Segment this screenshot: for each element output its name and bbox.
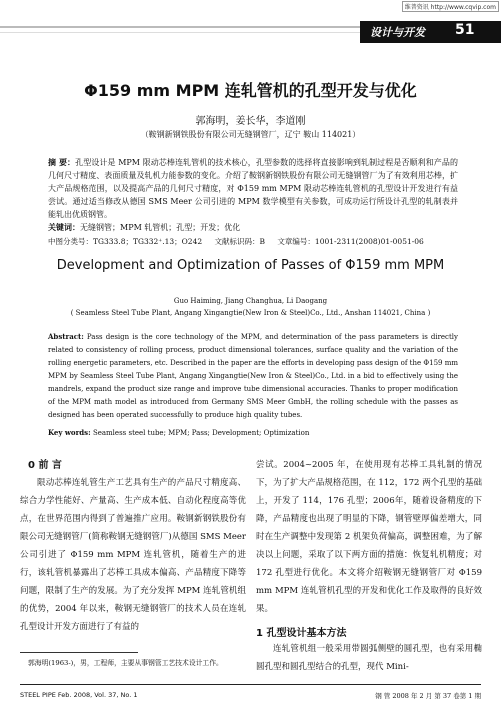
- section-1-heading: 1 孔型设计基本方法: [256, 628, 347, 639]
- paper-title-cn: Φ159 mm MPM 连轧管机的孔型开发与优化: [84, 81, 417, 100]
- paper-title-en: Development and Optimization of Passes of Φ159 mm MPM: [56, 258, 445, 273]
- keywords-en: [48, 428, 468, 437]
- abstract-cn: [48, 156, 458, 221]
- keywords-cn-label: 关键词：: [48, 222, 80, 232]
- authors-en: Guo Haiming, Jiang Changhua, Li Daogang: [173, 297, 328, 305]
- page-number: 51: [455, 22, 475, 38]
- authors-cn: 郭海明，姜长华，李道刚: [195, 116, 306, 127]
- abstract-en: [48, 330, 458, 422]
- footnote-divider: [20, 652, 138, 653]
- keywords-cn-text: 无缝钢管；MPM 轧管机；孔型；开发；优化: [80, 223, 241, 232]
- running-header: [0, 18, 501, 48]
- classification-cn: [48, 236, 468, 247]
- document-code: 文献标识码：B: [214, 237, 266, 246]
- footer-journal-en: STEEL PIPE Feb. 2008, Vol. 37, No. 1: [20, 691, 138, 699]
- article-number: 文章编号：1001-2311(2008)01-0051-06: [277, 237, 424, 246]
- section-0-body: 限动芯棒连轧管生产工艺具有生产的产品尺寸精度高、综合力学性能好、产量高、生产成本低、自动化程度高等优点，在世界范围内得到了普遍推广应用。鞍钢新钢铁股份有限公司无缝钢管厂(简称鞍钢无缝钢管厂)从德国 SMS Meer 公司引进了 Φ159 mm MPM 连轧管机，随着生产的进行，该轧管机暴露出了芯棒工具成本偏高、产品精度下降等问题，限制了生产的发展。为了充分发挥 MPM 连轧管机组的优势，2004 年以来，鞍钢无缝钢管厂的技术人员在连轧孔型设计开发方面进行了有益的: [20, 478, 246, 632]
- clc-number: 中图分类号：TG333.8；TG332⁺.13；O242: [48, 237, 203, 246]
- right-column-body: 尝试。2004~2005 年，在使用现有芯棒工具轧制的情况下，为了扩大产品规格范围，在 112，172 两个孔型的基础上，开发了 114，176 孔型；2006年，随着设备精度的下降，产品精度也出现了明显的下降，钢管壁厚偏差增大，同时在生产调整中发现第 2 机架负荷偏高，调整困难，为了解决以上问题，采取了以下两方面的措施：恢复轧机精度；对 172 孔型进行优化。本文将介绍鞍钢无缝钢管厂对 Φ159 mm MPM 连轧管机孔型的开发和优化工作及取得的良好效果。: [256, 460, 482, 614]
- abstract-en-text: Pass design is the core technology of the MPM, and determination of the pass parameters is directly related to consistency of rolling process, product dimensional tolerances, surface quality and the variation of the rolling energetic parameters, etc. Described in the paper are the efforts in developing pass design of the Φ159 mm MPM by Seamless Steel Tube Plant, Angang Xingangtie(New Iron & Steel)Co., Ltd. in a bid to effectively using the mandrels, expand the product size range and improve tube dimensional accuracies. Thanks to proper modification of the MPM math model as introduced from Germany SMS Meer GmbH, the rolling schedule with the passes as designed has been operated successfully to produce high quality tubes.: [48, 333, 458, 419]
- keywords-en-label: Key words:: [48, 428, 91, 437]
- author-footnote: 郭海明(1963-)，男，工程师，主要从事钢管工艺技术设计工作。: [28, 659, 223, 667]
- affiliation-cn: （鞍钢新钢铁股份有限公司无缝钢管厂，辽宁 鞍山 114021）: [140, 130, 361, 139]
- affiliation-en: ( Seamless Steel Tube Plant, Angang Xingangtie(New Iron & Steel)Co., Ltd., Anshan 114021, China ): [70, 309, 431, 317]
- footer-journal-cn: 钢 管 2008 年 2 月 第 37 卷第 1 期: [375, 692, 481, 700]
- abstract-cn-text: 孔型设计是 MPM 限动芯棒连轧管机的技术核心，孔型参数的选择将直接影响到轧制过程是否顺利和产品的几何尺寸精度、表面质量及轧机力能参数的变化。介绍了鞍钢新钢铁股份有限公司无缝钢管厂为了有效利用芯棒，扩大产品规格范围，以及提高产品的几何尺寸精度，对 Φ159 mm MPM 限动芯棒连轧管机的孔型设计开发进行有益尝试。通过适当修改从德国 SMS Meer 公司引进的 MPM 数学模型有关参数，可成功运行所设计孔型的轧制表并能轧出优质钢管。: [48, 158, 458, 219]
- section-1-body: 连轧管机组一般采用带圆弧侧壁的圆孔型，也有采用椭圆孔型和圆孔型结合的孔型，现代 Mini-: [256, 644, 482, 672]
- section-0-heading: 0 前 言: [28, 460, 62, 471]
- keywords-en-text: Seamless steel tube; MPM; Pass; Development; Optimization: [92, 429, 310, 437]
- keywords-cn: [48, 222, 468, 233]
- section-name: 设计与开发: [370, 26, 425, 39]
- footer-divider: [20, 684, 481, 685]
- abstract-cn-label: 摘 要：: [48, 157, 76, 167]
- abstract-en-label: Abstract:: [48, 332, 84, 341]
- watermark: 维普资讯 http://www.cqvip.com: [402, 1, 499, 12]
